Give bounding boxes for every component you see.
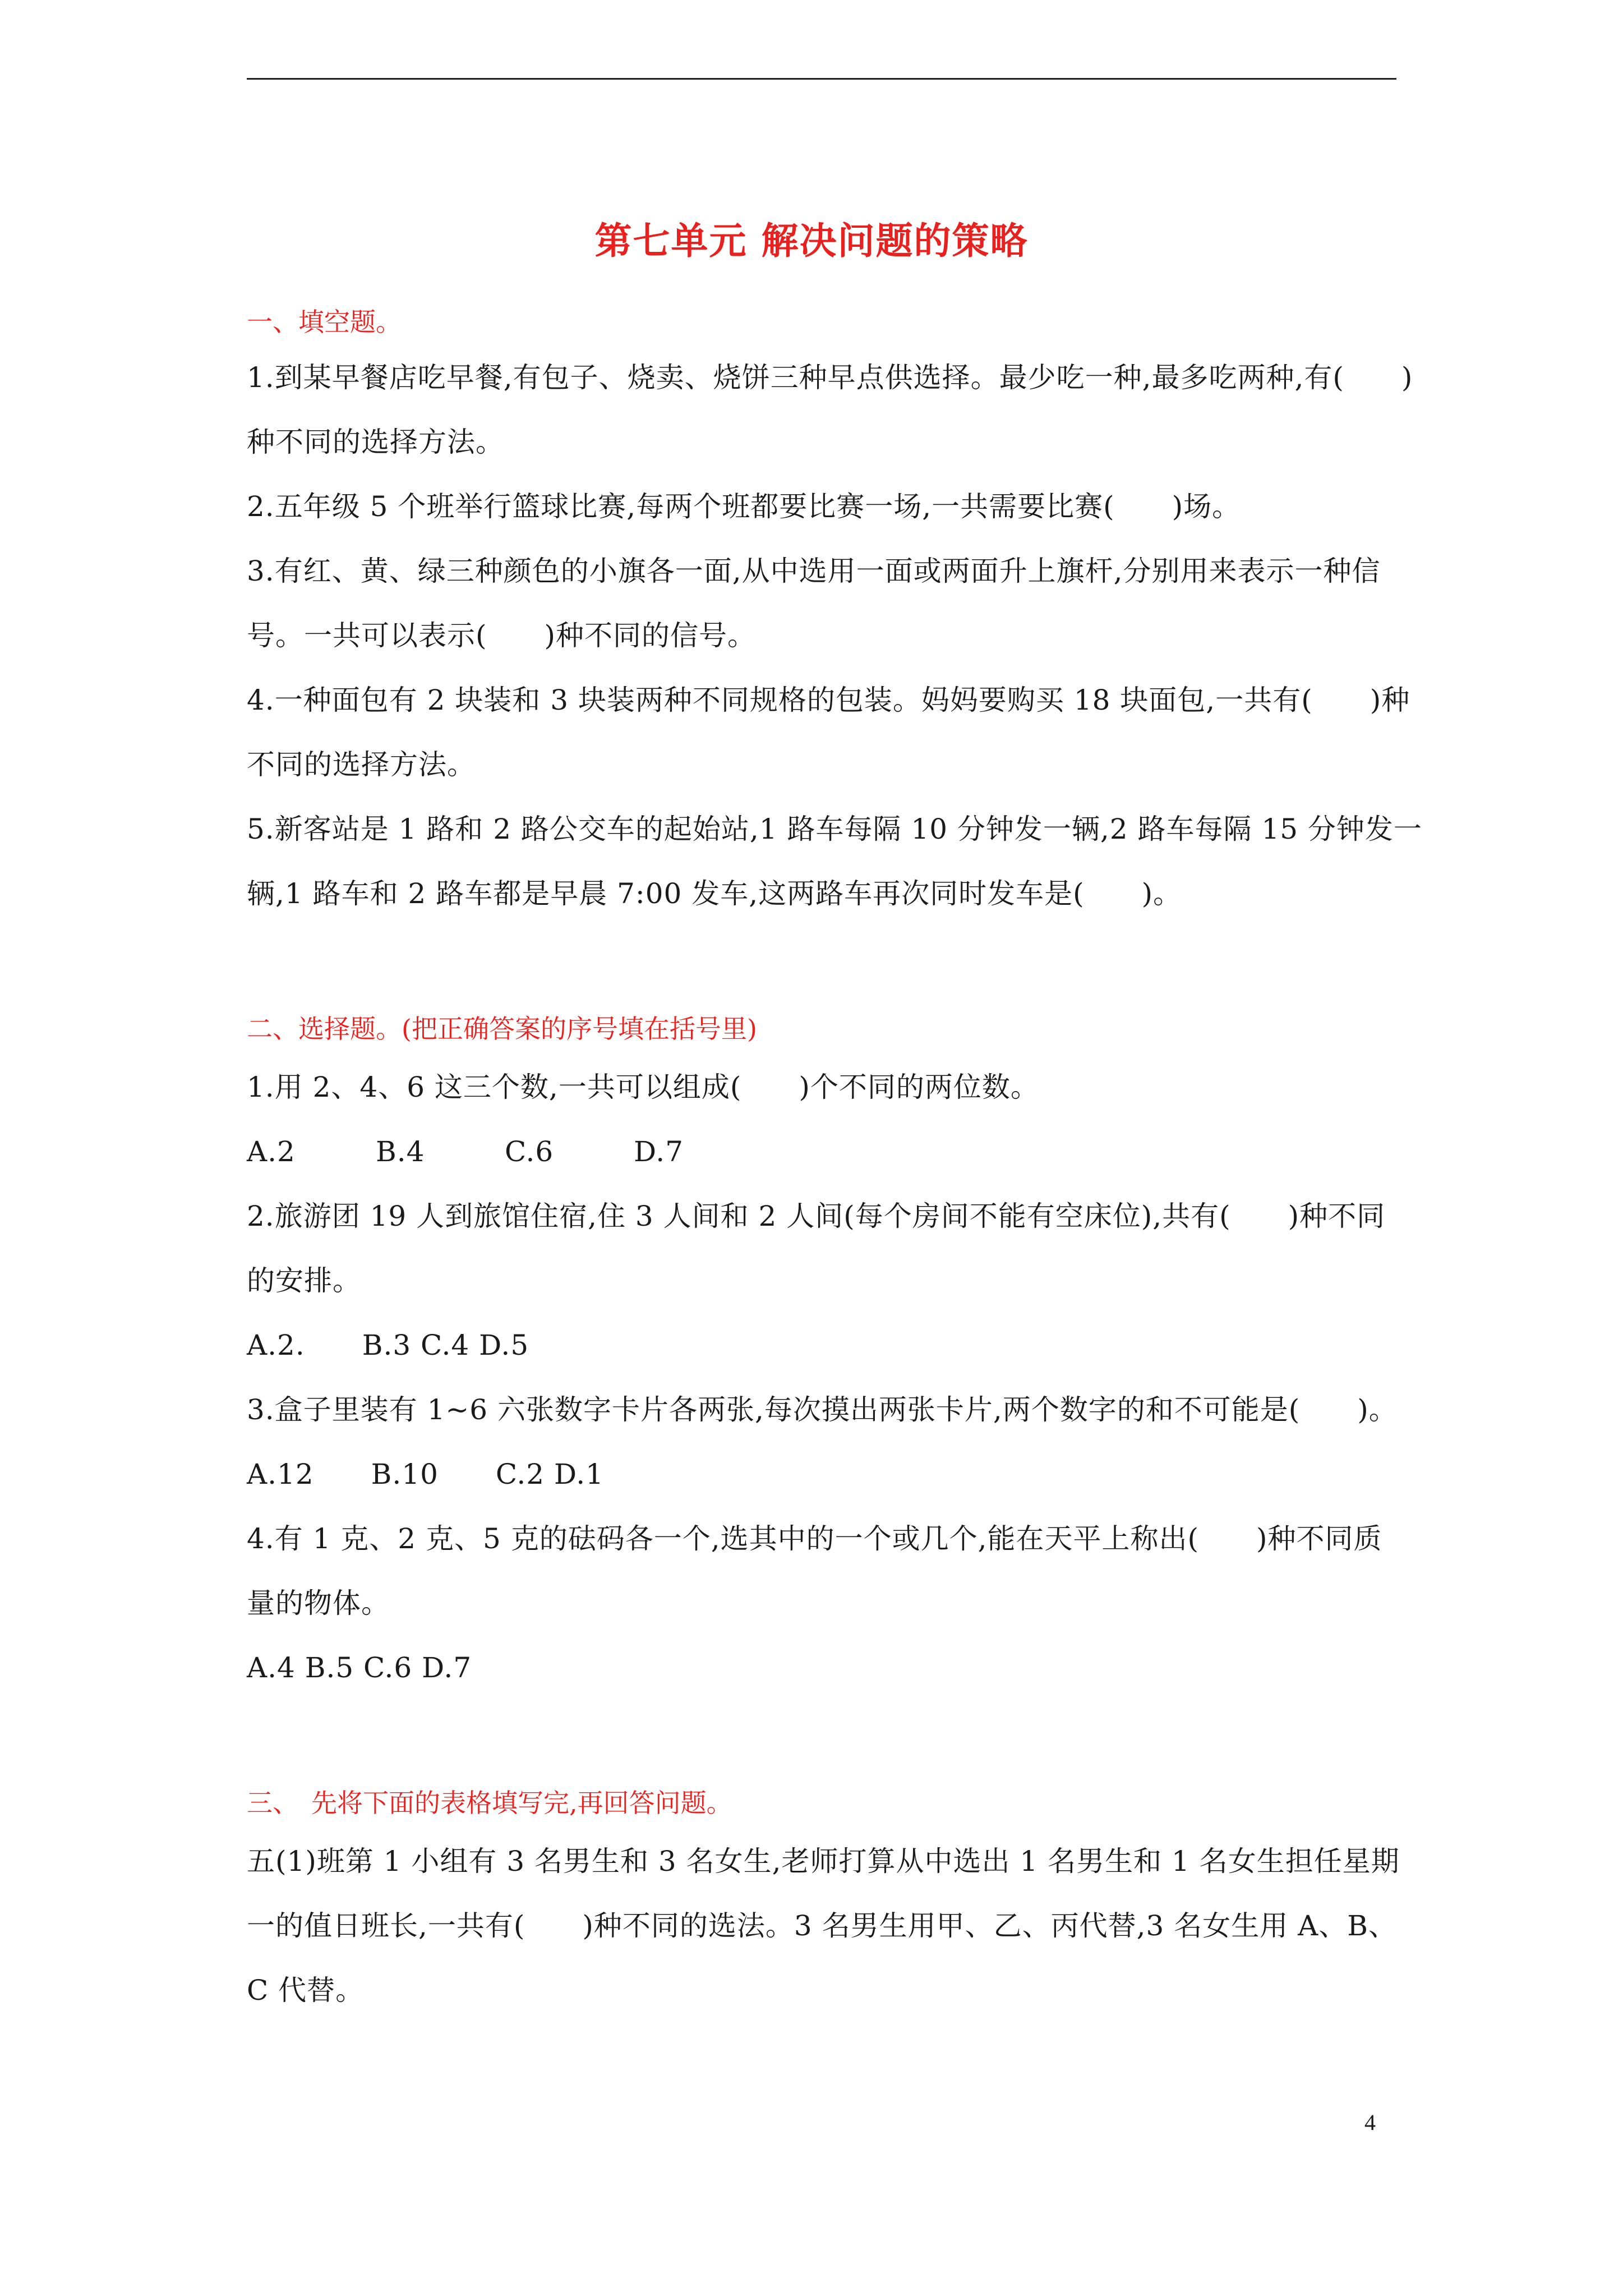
question-line: 5.新客站是 1 路和 2 路公交车的起始站,1 路车每隔 10 分钟发一辆,2 路车每隔 15 分钟发一 <box>247 813 1422 845</box>
question-line: 4.有 1 克、2 克、5 克的砝码各一个,选其中的一个或几个,能在天平上称出( )种不同质 <box>247 1522 1382 1555</box>
question-line: 一的值日班长,一共有( )种不同的选法。3 名男生用甲、乙、丙代替,3 名女生用 A、B、 <box>247 1910 1397 1942</box>
answer-options <box>247 1135 684 1168</box>
question-line: 1.到某早餐店吃早餐,有包子、烧卖、烧饼三种早点供选择。最少吃一种,最多吃两种,有( ) <box>247 361 1413 394</box>
question-line: 3.有红、黄、绿三种颜色的小旗各一面,从中选用一面或两面升上旗杆,分别用来表示一种信 <box>247 555 1381 587</box>
question-line: 2.旅游团 19 人到旅馆住宿,住 3 人间和 2 人间(每个房间不能有空床位),共有( )种不同 <box>247 1200 1386 1232</box>
page-number: 4 <box>1364 2110 1376 2135</box>
answer-options: A.12 B.10 C.2 D.1 <box>247 1458 604 1490</box>
option-c: C.6 <box>505 1135 554 1168</box>
question-line: 1.用 2、4、6 这三个数,一共可以组成( )个不同的两位数。 <box>247 1071 1039 1103</box>
question-line: 辆,1 路车和 2 路车都是早晨 7:00 发车,这两路车再次同时发车是( )。 <box>247 877 1182 910</box>
question-line: C 代替。 <box>247 1974 365 2007</box>
page-title: 第七单元 解决问题的策略 <box>594 219 1029 263</box>
question-line: 五(1)班第 1 小组有 3 名男生和 3 名女生,老师打算从中选出 1 名男生和 1 名女生担任星期 <box>247 1845 1400 1878</box>
question-line: 种不同的选择方法。 <box>247 426 504 458</box>
question-line: 不同的选择方法。 <box>247 748 476 781</box>
question-line: 号。一共可以表示( )种不同的信号。 <box>247 619 757 652</box>
question-line: 的安排。 <box>247 1264 361 1297</box>
question-line: 3.盒子里装有 1~6 六张数字卡片各两张,每次摸出两张卡片,两个数字的和不可能是( )。 <box>247 1393 1398 1426</box>
section-heading-multiple-choice: 二、选择题。(把正确答案的序号填在括号里) <box>247 1014 757 1044</box>
option-d: D.7 <box>634 1135 684 1168</box>
option-a: A.2 <box>247 1135 296 1168</box>
question-line: 量的物体。 <box>247 1587 390 1619</box>
section-heading-fill-blank: 一、填空题。 <box>247 307 402 337</box>
answer-options: A.2. B.3 C.4 D.5 <box>247 1329 529 1361</box>
question-line: 4.一种面包有 2 块装和 3 块装两种不同规格的包装。妈妈要购买 18 块面包,一共有( )种 <box>247 684 1410 716</box>
question-line: 2.五年级 5 个班举行篮球比赛,每两个班都要比赛一场,一共需要比赛( )场。 <box>247 490 1241 523</box>
answer-options: A.4 B.5 C.6 D.7 <box>247 1651 472 1684</box>
header-rule <box>247 78 1396 80</box>
option-b: B.4 <box>376 1135 425 1168</box>
section-heading-table: 三、 先将下面的表格填写完,再回答问题。 <box>247 1788 732 1818</box>
